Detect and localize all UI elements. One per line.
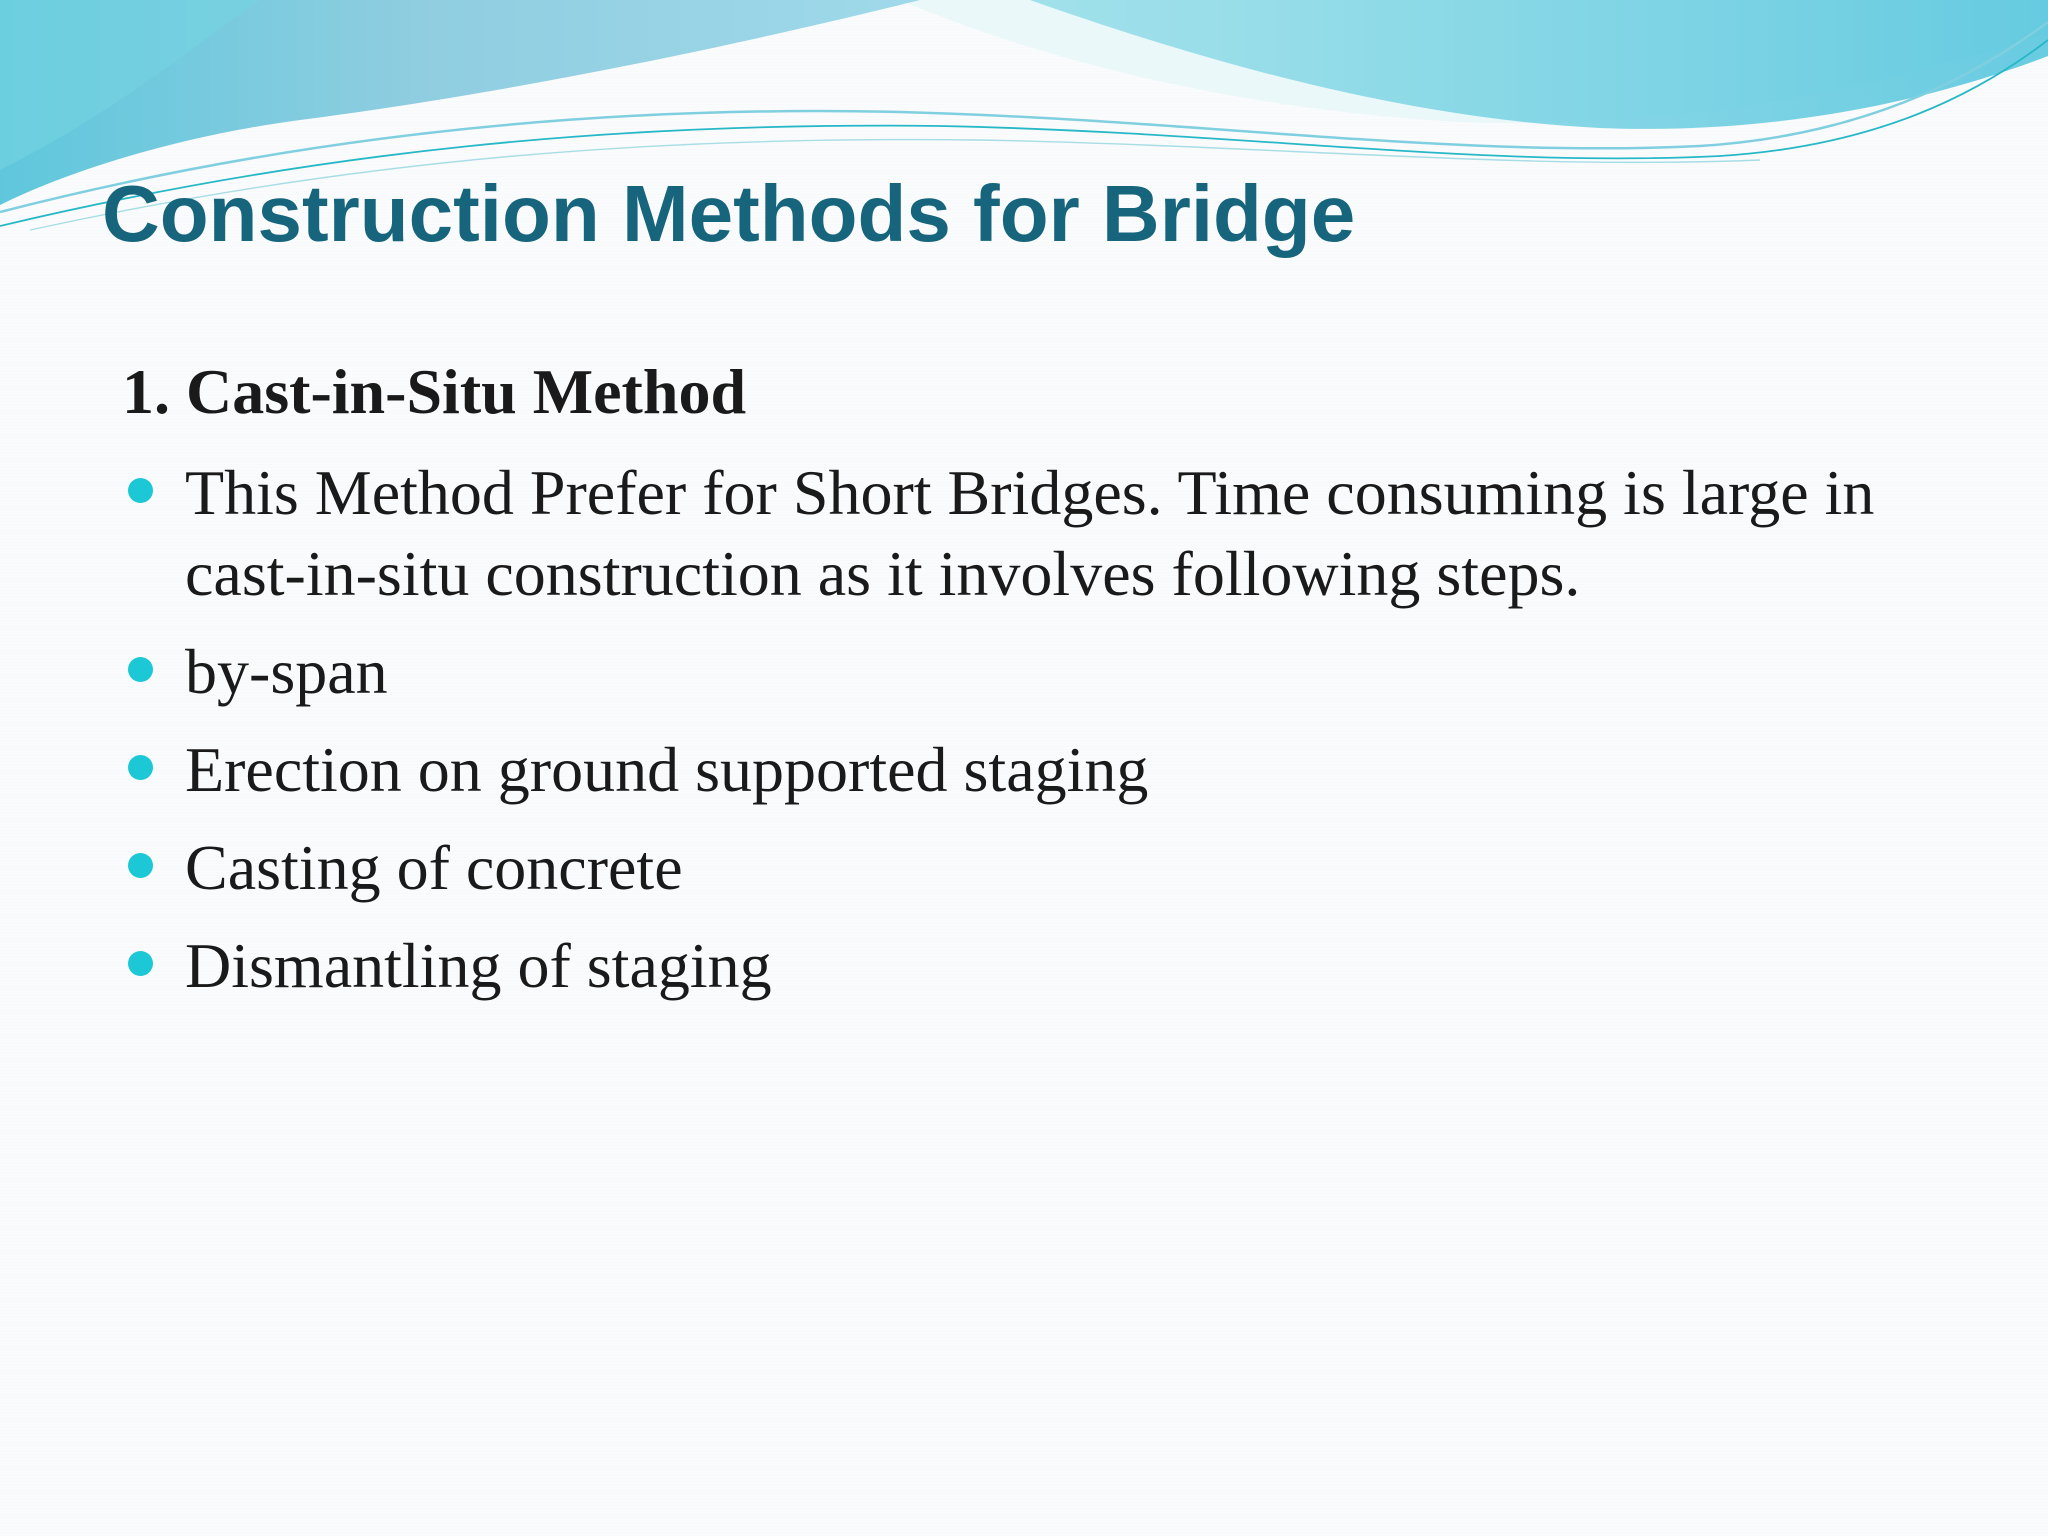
bullet-text: Erection on ground supported staging: [185, 734, 1149, 805]
bullet-item-by-span: [122, 631, 1982, 712]
bullet-list: [122, 452, 1982, 1023]
slide-title: Construction Methods for Bridge: [102, 169, 1356, 258]
bullet-dot-icon: [128, 478, 153, 503]
bullet-text: Casting of concrete: [185, 832, 683, 903]
bullet-text: by-span: [185, 636, 388, 707]
bullet-dot-icon: [128, 951, 153, 976]
bullet-text: Dismantling of staging: [185, 930, 772, 1001]
bullet-text: This Method Prefer for Short Bridges. Time consuming is large in cast-in-situ construction as it involves following steps.: [185, 457, 1875, 609]
bullet-item-dismantling: [122, 925, 1982, 1006]
bullet-item-casting: [122, 827, 1982, 908]
section-heading: 1. Cast-in-Situ Method: [122, 356, 747, 427]
bullet-item-short-bridges: [122, 452, 1982, 614]
bullet-item-erection: [122, 729, 1982, 810]
bullet-dot-icon: [128, 853, 153, 878]
bullet-dot-icon: [128, 657, 153, 682]
bullet-dot-icon: [128, 755, 153, 780]
